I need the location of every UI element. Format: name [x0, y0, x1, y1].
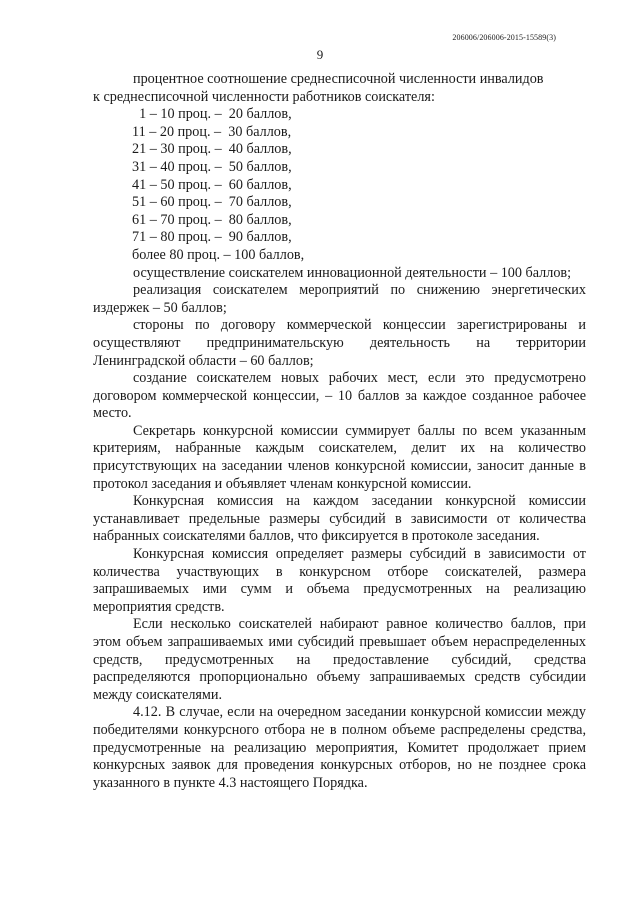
- score-item: 11 – 20 проц. – 30 баллов,: [132, 123, 292, 140]
- score-item: 61 – 70 проц. – 80 баллов,: [132, 211, 292, 228]
- document-body: [93, 71, 586, 792]
- score-item: более 80 проц. – 100 баллов,: [132, 246, 305, 263]
- paragraph-commission-sizes: Конкурсная комиссия определяет размеры субсидий в зависимости от количества участвующих в конкурсном отборе соискателей, размера запрашиваемых ими сумм и объема предусмотренных на реализацию мероприятия средств.: [93, 546, 586, 615]
- score-item: 21 – 30 проц. – 40 баллов,: [132, 141, 292, 158]
- score-item: 71 – 80 проц. – 90 баллов,: [132, 229, 292, 246]
- paragraph-new-jobs: создание соискателем новых рабочих мест, если это предусмотрено договором коммерческой концессии, – 10 баллов за каждое созданное рабочее место.: [93, 370, 586, 422]
- paragraph-concession: стороны по договору коммерческой концессии зарегистрированы и осуществляют предпринимательскую деятельность на территории Ленинградской области – 60 баллов;: [93, 317, 586, 369]
- score-item: 1 – 10 проц. – 20 баллов,: [132, 106, 292, 123]
- score-item: 41 – 50 проц. – 60 баллов,: [132, 176, 292, 193]
- score-item: 31 – 40 проц. – 50 баллов,: [132, 158, 292, 175]
- document-id: 206006/206006-2015-15589(3): [452, 33, 556, 42]
- page-number: 9: [316, 47, 324, 62]
- paragraph-commission-limits: Конкурсная комиссия на каждом заседании конкурсной комиссии устанавливает предельные размеры субсидий в зависимости от количества набранных соискателями баллов, что фиксируется в протоколе заседания.: [93, 493, 586, 545]
- score-list: [93, 106, 586, 264]
- paragraph-secretary: Секретарь конкурсной комиссии суммирует баллы по всем указанным критериям, набранные каждым соискателем, делит их на количество присутствующих на заседании членов конкурсной комиссии, заносит данные в протокол заседания и объявляет членам конкурсной комиссии.: [93, 422, 586, 492]
- paragraph-equal-scores: Если несколько соискателей набирают равное количество баллов, при этом объем запрашиваемых ими субсидий превышает объем нераспределенных средств, предусмотренных на предоставление субсидий, средства распределяются пропорционально объему запрашиваемых средств субсидии между соискателями.: [93, 616, 586, 703]
- paragraph-4-12: 4.12. В случае, если на очередном заседании конкурсной комиссии между победителями конкурсного отбора не в полном объеме распределены средства, предусмотренные на реализацию мероприятия, Комитет продолжает прием конкурсных заявок для проведения конкурсных отборов, но не позднее срока указанного в пункте 4.3 настоящего Порядка.: [93, 704, 586, 791]
- intro-line-1: процентное соотношение среднесписочной численности инвалидов: [133, 71, 544, 87]
- intro-line-2: к среднесписочной численности работников соискателя:: [93, 88, 435, 105]
- paragraph-energy: реализация соискателем мероприятий по снижению энергетических издержек – 50 баллов;: [93, 282, 586, 316]
- score-item: 51 – 60 проц. – 70 баллов,: [132, 194, 292, 211]
- paragraph-innovation: осуществление соискателем инновационной деятельности – 100 баллов;: [133, 264, 572, 281]
